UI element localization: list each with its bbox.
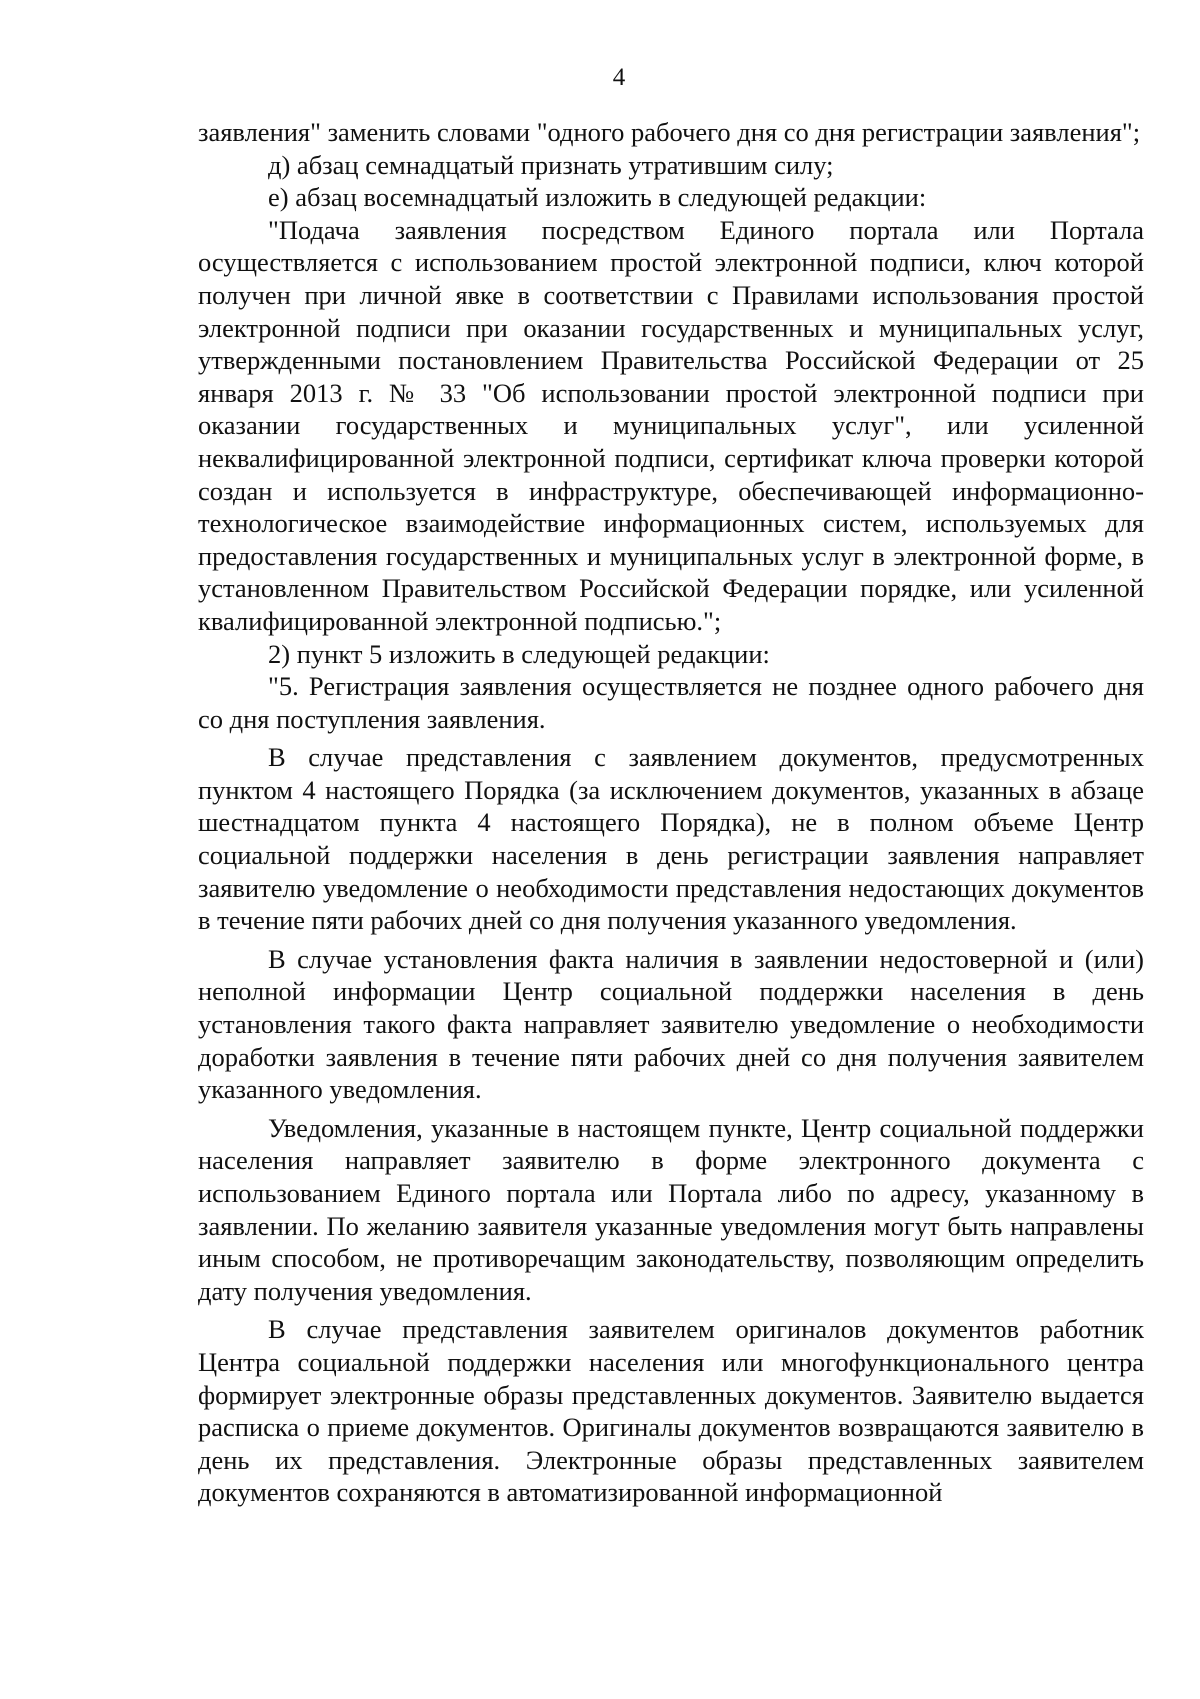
- paragraph-incomplete-documents: В случае представления с заявлением документов, предусмотренных пунктом 4 настоящего Порядка (за исключением документов, указанных в абзаце шестнадцатом пункта 4 настоящего Порядка), не в полном объеме Центр социальной поддержки населения в день регистрации заявления направляет заявителю уведомление о необходимости представления недостающих документов в течение пяти рабочих дней со дня получения указанного уведомления.: [198, 742, 1144, 936]
- paragraph-quote-submission: "Подача заявления посредством Единого портала или Портала осуществляется с использованием простой электронной подписи, ключ которой получен при личной явке в соответствии с Правилами использования простой электронной подписи при оказании государственных и муниципальных услуг, утвержденными постановлением Правительства Российской Федерации от 25 января 2013 г. № 33 "Об использовании простой электронной подписи при оказании государственных и муниципальных услуг", или усиленной неквалифицированной электронной подписи, сертификат ключа проверки которой создан и используется в инфраструктуре, обеспечивающей информационно-технологическое взаимодействие информационных систем, используемых для предоставления государственных и муниципальных услуг в электронной форме, в установленном Правительством Российской Федерации порядке, или усиленной квалифицированной электронной подписью.";: [198, 214, 1144, 636]
- paragraph-continuation: заявления" заменить словами "одного рабочего дня со дня регистрации заявления";: [198, 117, 1141, 147]
- paragraph-item-2: 2) пункт 5 изложить в следующей редакции:: [268, 638, 770, 669]
- page-number: 4: [612, 64, 626, 91]
- paragraph-point-5-registration: "5. Регистрация заявления осуществляется не позднее одного рабочего дня со дня поступления заявления.: [198, 671, 1144, 734]
- document-body: [198, 116, 1144, 1509]
- paragraph-item-d: д) абзац семнадцатый признать утратившим силу;: [268, 149, 834, 180]
- paragraph-item-e: е) абзац восемнадцатый изложить в следующей редакции:: [268, 182, 927, 213]
- paragraph-unreliable-information: В случае установления факта наличия в заявлении недостоверной и (или) неполной информации Центр социальной поддержки населения в день установления такого факта направляет заявителю уведомление о необходимости доработки заявления в течение пяти рабочих дней со дня получения заявителем указанного уведомления.: [198, 943, 1144, 1105]
- paragraph-notifications: Уведомления, указанные в настоящем пункте, Центр социальной поддержки населения направляет заявителю в форме электронного документа с использованием Единого портала или Портала либо по адресу, указанному в заявлении. По желанию заявителя указанные уведомления могут быть направлены иным способом, не противоречащим законодательству, позволяющим определить дату получения уведомления.: [198, 1112, 1144, 1306]
- paragraph-original-documents: В случае представления заявителем оригиналов документов работник Центра социальной поддержки населения или многофункционального центра формирует электронные образы представленных документов. Заявителю выдается расписка о приеме документов. Оригиналы документов возвращаются заявителю в день их представления. Электронные образы представленных заявителем документов сохраняются в автоматизированной информационной: [198, 1314, 1144, 1508]
